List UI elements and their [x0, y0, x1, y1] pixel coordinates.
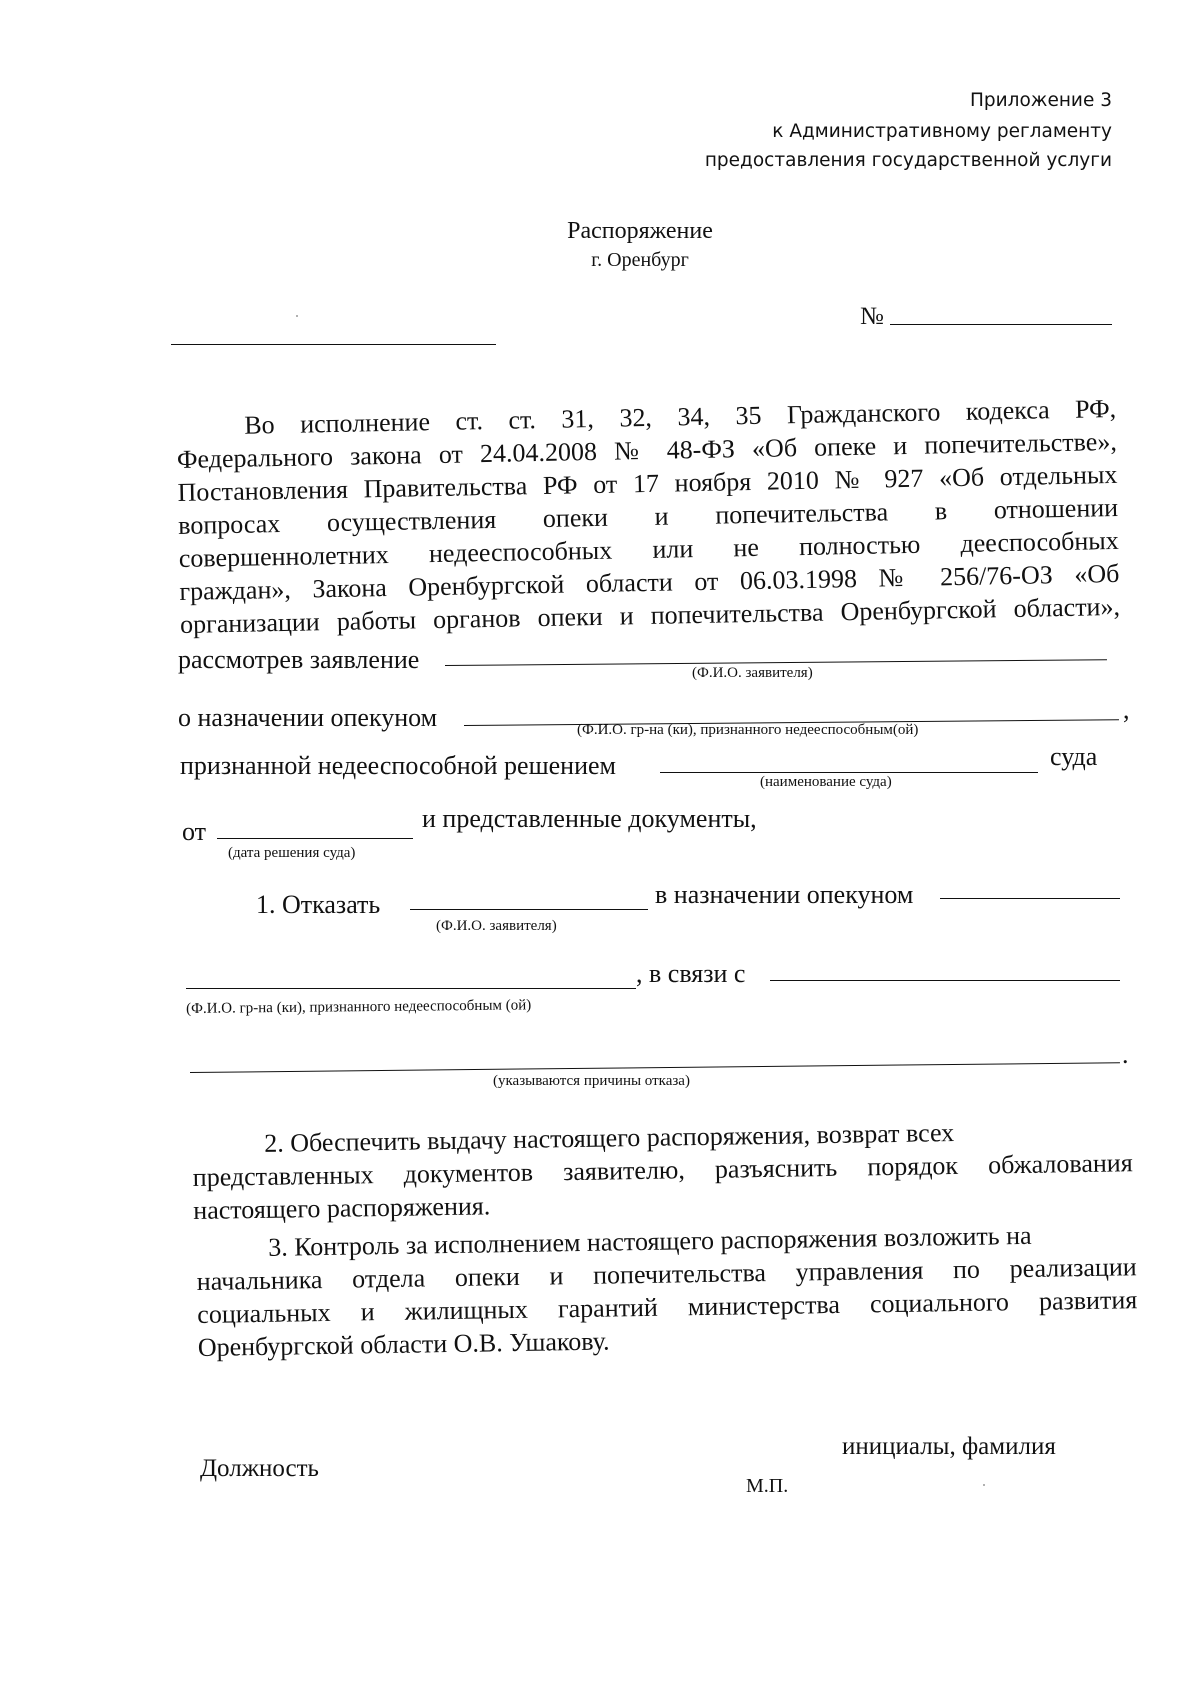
- item3-row: Оренбургской области О.В. Ушакову.: [197, 1326, 610, 1362]
- preamble-row: Федерального закона от 24.04.2008 № 48-ФЗ «Об опеке и попечительстве»,: [176, 426, 1118, 474]
- number-line: [890, 324, 1112, 325]
- refuse-label: 1. Отказать: [256, 890, 381, 919]
- reason-period: .: [1122, 1040, 1129, 1069]
- item2-row: 2. Обеспечить выдачу настоящего распоряжения, возврат всех: [264, 1118, 955, 1158]
- item3-paragraph: [196, 1217, 1138, 1364]
- from-label: от: [182, 817, 207, 846]
- city-label: г. Оренбург: [591, 249, 689, 271]
- ward-hint: (Ф.И.О. гр-на (ки), признанного недееспособным(ой): [577, 722, 919, 738]
- refuse-applicant-line: [410, 909, 648, 910]
- reason-start-line: [770, 980, 1120, 981]
- item3-row: социальных и жилищных гарантий министерства социального развития: [197, 1285, 1138, 1329]
- number-label: №: [860, 303, 884, 330]
- reason-hint: (указываются причины отказа): [493, 1073, 690, 1089]
- preamble-row: Постановления Правительства РФ от 17 ноября 2010 № 927 «Об отдельных: [177, 459, 1118, 507]
- preamble-row: Во исполнение ст. ст. 31, 32, 34, 35 Гражданского кодекса РФ,: [244, 393, 1117, 440]
- preamble-row: вопросах осуществления опеки и попечительства в отношении: [177, 492, 1119, 540]
- item3-row: начальника отдела опеки и попечительства управления по реализации: [196, 1252, 1137, 1296]
- court-suffix: суда: [1050, 742, 1098, 771]
- refuse-applicant-hint: (Ф.И.О. заявителя): [436, 918, 557, 934]
- ward-comma: ,: [1123, 695, 1130, 724]
- position-label: Должность: [200, 1455, 319, 1482]
- signatory-name-label: инициалы, фамилия: [842, 1433, 1056, 1460]
- court-hint: (наименование суда): [760, 774, 892, 790]
- item3-row: 3. Контроль за исполнением настоящего распоряжения возложить на: [268, 1220, 1032, 1262]
- considered-label: рассмотрев заявление: [178, 645, 420, 674]
- regulation-label: к Административному регламенту: [772, 121, 1112, 142]
- date-line: [171, 344, 496, 345]
- appoint-label: о назначении опекуном: [178, 703, 438, 732]
- reason-line: [190, 1062, 1120, 1073]
- item2-paragraph: [192, 1113, 1133, 1227]
- scan-speck: [983, 1484, 985, 1486]
- service-label: предоставления государственной услуги: [704, 150, 1112, 171]
- court-label: признанной недееспособной решением: [180, 751, 616, 780]
- preamble-paragraph: [176, 392, 1120, 641]
- docs-label: и представленные документы,: [422, 804, 757, 833]
- document-title: Распоряжение: [567, 218, 713, 244]
- item2-row: представленных документов заявителю, разъяснить порядок обжалования: [192, 1148, 1133, 1192]
- preamble-row: организации работы органов опеки и попечительства Оренбургской области»,: [179, 591, 1121, 639]
- preamble-row: совершеннолетних недееспособных или не полностью дееспособных: [178, 525, 1119, 573]
- decision-date-line: [217, 838, 413, 839]
- court-line: [660, 772, 1038, 773]
- reason-connector: , в связи с: [636, 959, 746, 988]
- preamble-row: граждан», Закона Оренбургской области от 06.03.1998 № 256/76-ОЗ «Об: [179, 558, 1120, 606]
- stamp-label: М.П.: [746, 1475, 789, 1497]
- applicant-hint: (Ф.И.О. заявителя): [692, 665, 813, 681]
- refuse-ward-hint: (Ф.И.О. гр-на (ки), признанного недееспособным (ой): [186, 997, 532, 1017]
- item2-row: настоящего распоряжения.: [193, 1191, 491, 1225]
- refuse-appoint-label: в назначении опекуном: [655, 880, 914, 909]
- refuse-ward-name-line: [186, 988, 636, 989]
- scan-speck: [296, 315, 298, 317]
- date-hint: (дата решения суда): [228, 845, 356, 861]
- appendix-label: Приложение 3: [969, 90, 1112, 111]
- refuse-ward-line: [940, 898, 1120, 899]
